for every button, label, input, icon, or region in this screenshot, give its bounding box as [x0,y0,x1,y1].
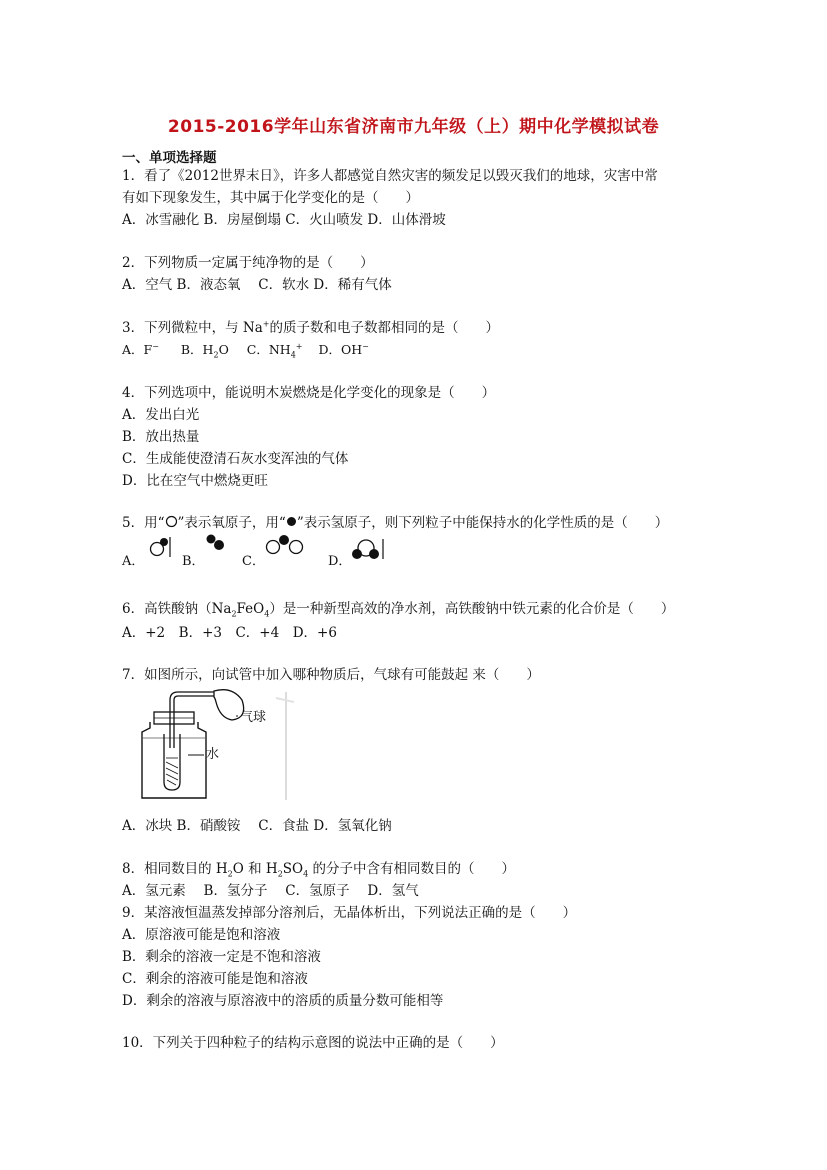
q5-stem-mid2: ”表示氢原子，则下列粒子中能保持水的化学性质的是（ ） [296,515,669,531]
q5-option-a-molecule [148,536,174,558]
q8-m1: O 和 H [232,861,278,877]
q3-options [122,341,369,359]
q6-options: A．+2 B．+3 C．+4 D．+6 [122,625,337,641]
q7-options: A．冰块 B．硝酸铵 C．食盐 D．氢氧化钠 [122,818,392,834]
q5-option-a-label: A． [122,554,145,569]
q9-stem: 9．某溶液恒温蒸发掉部分溶剂后，无晶体析出，下列说法正确的是（ ） [122,905,577,921]
q8-options: A．氢元素 B．氢分子 C．氢原子 D．氢气 [122,883,419,899]
q4-stem: 4．下列选项中，能说明木炭燃烧是化学变化的现象是（ ） [122,385,496,401]
q7-label-balloon: 气球 [240,710,267,725]
q5-stem-mid1: ”表示氧原子，用“ [177,515,286,531]
q6-sub1: 2 [231,609,237,619]
q5-stem [122,514,668,532]
q3-option-d: D．OH [318,342,363,357]
q2-stem: 2．下列物质一定属于纯净物的是（ ） [122,255,374,271]
q3-option-b-post: O [218,342,229,357]
q4-option-c: C．生成能使澄清石灰水变浑浊的气体 [122,451,349,467]
q3-stem-pre: 3．下列微粒中，与 Na [122,320,263,336]
q3-option-a: A．F [122,342,153,357]
q5-option-b-label: B． [182,554,205,569]
q1-options: A．冰雪融化 B．房屋倒塌 C．火山喷发 D．山体滑坡 [122,212,446,228]
q10-stem: 10．下列关于四种粒子的结构示意图的说法中正确的是（ ） [122,1035,504,1051]
q5-option-c-label: C． [242,554,265,569]
q3-option-c: C．NH [246,342,291,357]
q3-option-d-sup: − [362,341,369,351]
q8-stem [122,860,515,878]
q8-stem-pre: 8．相同数目的 H [122,861,228,877]
q6-stem [122,600,674,618]
q3-option-a-sup: − [152,341,159,351]
q3-stem-post: 的质子数和电子数都相同的是（ ） [269,320,499,336]
q6-mid: FeO [236,601,265,617]
q1-stem-line2: 有如下现象发生，其中属于化学变化的是（ ） [122,190,419,206]
q3-stem-sup: + [262,319,270,329]
q4-option-b: B．放出热量 [122,429,200,445]
q7-label-water: 水 [206,747,220,762]
q8-s3: 4 [303,869,309,879]
q3-option-b-sub: 2 [213,350,219,360]
q5-option-c-molecule [264,533,306,555]
q6-stem-pre: 6．高铁酸钠（Na [122,601,232,617]
q9-option-c: C．剩余的溶液可能是饱和溶液 [122,971,308,987]
q5-option-d-label: D． [328,554,352,569]
page-title: 2015-2016学年山东省济南市九年级（上）期中化学模拟试卷 [167,117,660,137]
q8-s2: 2 [277,869,283,879]
q3-option-b: B．H [180,342,214,357]
hydrogen-atom-icon [286,516,297,527]
q2-options: A．空气 B．液态氧 C．软水 D．稀有气体 [122,277,392,293]
q4-option-d: D．比在空气中燃烧更旺 [122,473,268,489]
q5-option-d-molecule [350,535,386,561]
q1-stem-line1: 1．看了《2012世界末日》，许多人都感觉自然灾害的频发足以毁灭我们的地球，灾害中常 [122,168,658,184]
q9-option-d: D．剩余的溶液与原溶液中的溶质的质量分数可能相等 [122,993,444,1009]
q3-option-c-sub: 4 [290,350,296,360]
q7-stem: 7．如图所示，向试管中加入哪种物质后，气球有可能鼓起 来（ ） [122,667,540,683]
q5-stem-pre: 5．用“ [122,515,165,531]
q6-stem-post: ）是一种新型高效的净水剂，高铁酸钠中铁元素的化合价是（ ） [269,601,675,617]
q5-option-b-molecule [204,533,228,553]
q8-s1: 2 [227,869,233,879]
q9-option-b: B．剩余的溶液一定是不饱和溶液 [122,949,321,965]
q3-option-c-sup: + [295,341,303,351]
q6-sub2: 4 [264,609,270,619]
section-heading: 一、单项选择题 [122,150,217,166]
q8-stem-post: 的分子中含有相同数目的（ ） [308,861,515,877]
q9-option-a: A．原溶液可能是饱和溶液 [122,927,281,943]
q7-apparatus-figure [136,688,304,806]
q8-m2: SO [282,861,304,877]
q3-stem [122,319,499,337]
q4-option-a: A．发出白光 [122,407,200,423]
oxygen-atom-icon [165,515,178,528]
